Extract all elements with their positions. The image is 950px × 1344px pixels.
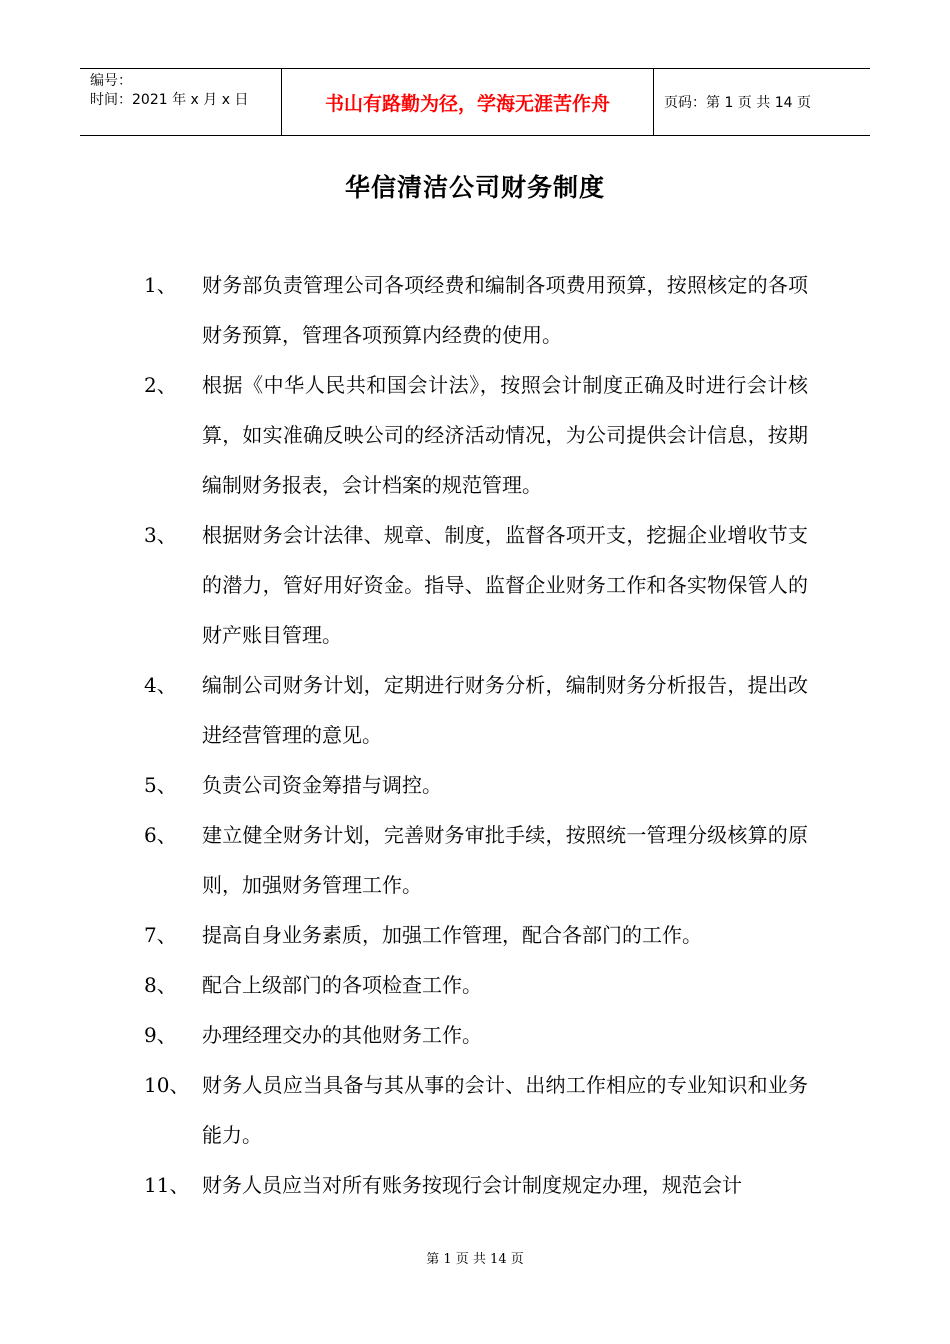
- list-item-number: 3、: [144, 523, 177, 547]
- list-item-number: 1、: [144, 273, 177, 297]
- header-meta: [80, 69, 282, 135]
- list-item: [144, 260, 824, 360]
- list-item-text: 提高自身业务素质，加强工作管理，配合各部门的工作。: [202, 923, 702, 947]
- header-motto: 书山有路勤为径，学海无涯苦作舟: [282, 69, 654, 135]
- list-item-number: 2、: [144, 373, 177, 397]
- page-header: [80, 68, 870, 136]
- list-item: [144, 660, 824, 760]
- document-title: 华信清洁公司财务制度: [344, 173, 605, 202]
- regulation-list: [144, 260, 824, 1210]
- list-item-text: 财务人员应当具备与其从事的会计、出纳工作相应的专业知识和业务能力。: [202, 1073, 808, 1147]
- document-number-label: 编号：: [90, 73, 132, 89]
- list-item-text: 编制公司财务计划，定期进行财务分析，编制财务分析报告，提出改进经营管理的意见。: [202, 673, 808, 747]
- list-item-text: 办理经理交办的其他财务工作。: [202, 1023, 482, 1047]
- page-footer: 第 1 页 共 14 页: [426, 1252, 524, 1267]
- list-item-text: 配合上级部门的各项检查工作。: [202, 973, 482, 997]
- list-item: [144, 1060, 824, 1160]
- list-item-text: 财务部负责管理公司各项经费和编制各项费用预算，按照核定的各项财务预算，管理各项预算内经费的使用。: [202, 273, 808, 347]
- header-page-info: 页码：第 1 页 共 14 页: [664, 95, 811, 111]
- list-item: [144, 910, 824, 960]
- list-item-text: 根据财务会计法律、规章、制度，监督各项开支，挖掘企业增收节支的潜力，管好用好资金。指导、监督企业财务工作和各实物保管人的财产账目管理。: [202, 523, 808, 647]
- list-item-number: 6、: [144, 823, 177, 847]
- list-item: [144, 1160, 824, 1210]
- list-item-number: 4、: [144, 673, 177, 697]
- list-item-number: 8、: [144, 973, 177, 997]
- list-item: [144, 510, 824, 660]
- list-item-number: 10、: [144, 1073, 190, 1097]
- list-item: [144, 1010, 824, 1060]
- document-time-label: 时间：2021 年 x 月 x 日: [90, 92, 249, 108]
- list-item: [144, 960, 824, 1010]
- list-item-text: 建立健全财务计划，完善财务审批手续，按照统一管理分级核算的原则，加强财务管理工作。: [202, 823, 808, 897]
- list-item-number: 11、: [144, 1173, 190, 1197]
- list-item: [144, 360, 824, 510]
- list-item-number: 7、: [144, 923, 177, 947]
- list-item-text: 负责公司资金筹措与调控。: [202, 773, 442, 797]
- list-item-number: 9、: [144, 1023, 177, 1047]
- list-item: [144, 810, 824, 910]
- list-item-number: 5、: [144, 773, 177, 797]
- list-item: [144, 760, 824, 810]
- list-item-text: 财务人员应当对所有账务按现行会计制度规定办理，规范会计: [202, 1173, 742, 1197]
- list-item-text: 根据《中华人民共和国会计法》，按照会计制度正确及时进行会计核算，如实准确反映公司的经济活动情况，为公司提供会计信息，按期编制财务报表，会计档案的规范管理。: [202, 373, 808, 497]
